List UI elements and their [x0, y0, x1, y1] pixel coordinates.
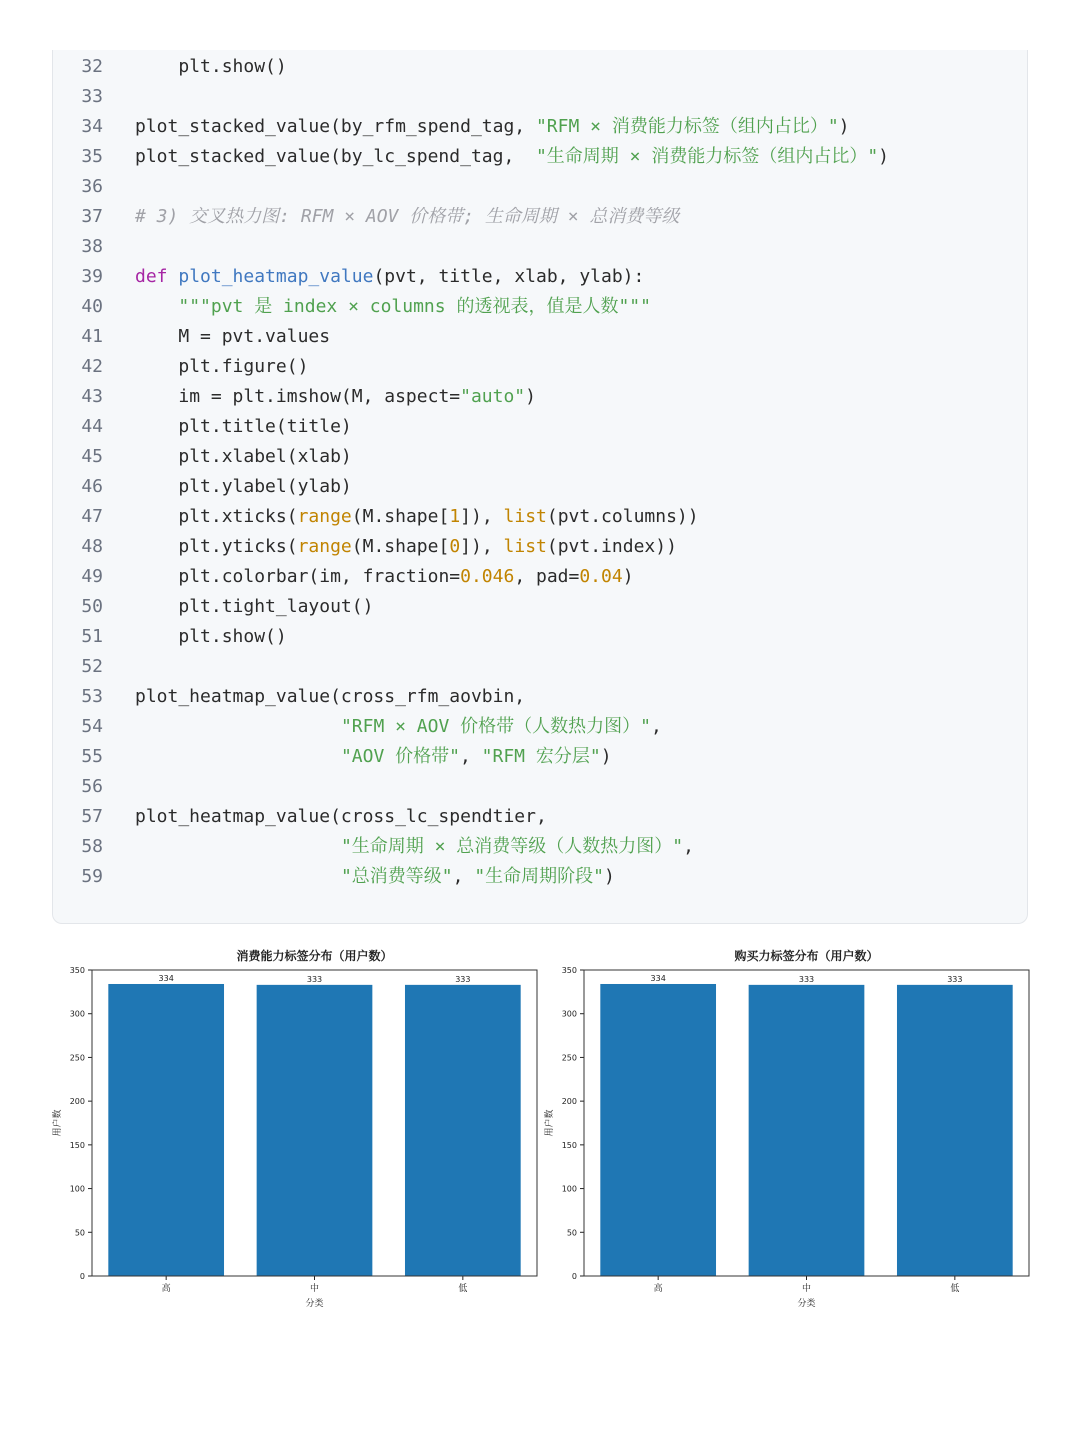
code-token: plt.show(): [178, 56, 287, 77]
code-line: [53, 172, 135, 202]
code-token: # 3) 交叉热力图: RFM × AOV 价格带; 生命周期 × 总消费等级: [135, 206, 680, 227]
code-line: [53, 712, 662, 742]
line-number: 35: [81, 146, 103, 167]
code-line: [53, 82, 135, 112]
code-line: [53, 622, 287, 652]
bar: [108, 984, 224, 1276]
code-token: plt.figure(): [178, 356, 309, 377]
code-line: [53, 472, 352, 502]
code-line: [53, 292, 651, 322]
x-tick-label: 高: [161, 1284, 171, 1294]
code-line: [53, 52, 287, 82]
code-token: "RFM × AOV 价格带（人数热力图）": [340, 716, 651, 737]
code-text: [178, 356, 308, 377]
line-number: 48: [81, 536, 103, 557]
code-text: [341, 746, 612, 767]
chart-title: 购买力标签分布（用户数）: [734, 949, 879, 963]
bar: [600, 984, 716, 1276]
y-tick-label: 300: [561, 1009, 577, 1019]
code-text: [178, 566, 633, 587]
line-number: 52: [81, 656, 103, 677]
code-token: """pvt 是 index × columns 的透视表，值是人数""": [178, 296, 651, 317]
y-axis-label: 用户数: [545, 1109, 555, 1137]
y-tick-label: 150: [561, 1140, 577, 1150]
code-text: [341, 716, 662, 737]
code-token: plt.xlabel(xlab): [178, 446, 352, 467]
x-tick-label: 中: [309, 1284, 320, 1294]
code-line: [53, 232, 135, 262]
code-token: "生命周期 × 消费能力标签（组内占比）": [535, 146, 879, 167]
code-line: [53, 202, 679, 232]
code-token: ,: [683, 836, 694, 857]
code-line: [53, 802, 547, 832]
line-number: 59: [81, 866, 103, 887]
x-tick-label: 低: [950, 1284, 960, 1294]
code-token: plt.colorbar(im, fraction=: [178, 566, 461, 587]
y-axis-label: 用户数: [53, 1109, 63, 1137]
y-tick-label: 250: [69, 1053, 85, 1063]
code-text: [178, 296, 651, 317]
code-text: [178, 56, 286, 77]
code-line: [53, 442, 352, 472]
code-token: im = plt.imshow(M, aspect=: [178, 386, 461, 407]
code-text: [178, 476, 351, 497]
x-tick-label: 高: [653, 1284, 663, 1294]
code-line: [53, 682, 525, 712]
code-text: [178, 536, 677, 557]
code-line: [53, 502, 699, 532]
y-tick-label: 350: [69, 966, 85, 975]
code-token: ): [622, 566, 634, 587]
code-text: [178, 446, 351, 467]
code-token: (pvt.index)): [546, 536, 677, 557]
line-number: 33: [81, 86, 103, 107]
bar: [897, 985, 1013, 1276]
code-line: [53, 262, 644, 292]
y-tick-label: 0: [79, 1272, 85, 1281]
code-token: plt.yticks(: [178, 536, 298, 557]
code-text: [135, 806, 547, 827]
y-tick-label: 250: [561, 1053, 577, 1063]
code-text: [135, 266, 644, 287]
line-number: 45: [81, 446, 103, 467]
code-line: [53, 352, 308, 382]
line-number: 54: [81, 716, 103, 737]
line-number: 46: [81, 476, 103, 497]
code-text: [135, 116, 850, 137]
line-number: 40: [81, 296, 103, 317]
code-token: plt.xticks(: [178, 506, 298, 527]
y-tick-label: 50: [74, 1228, 85, 1238]
code-token: plot_stacked_value(by_rfm_spend_tag,: [135, 116, 536, 137]
code-token: ,: [459, 746, 482, 767]
code-line: [53, 772, 135, 802]
code-token: "生命周期阶段": [474, 866, 605, 887]
bar: [749, 985, 865, 1276]
line-number: 49: [81, 566, 103, 587]
x-axis-label: 分类: [305, 1299, 324, 1309]
code-token: (pvt, title, xlab, ylab):: [373, 266, 645, 287]
x-axis-label: 分类: [797, 1299, 816, 1309]
code-token: (M.shape[: [351, 536, 450, 557]
code-text: [178, 416, 351, 437]
line-number: 47: [81, 506, 103, 527]
bar-chart-spend-capability: [50, 940, 545, 1320]
line-number: 57: [81, 806, 103, 827]
y-tick-label: 100: [561, 1184, 577, 1194]
code-token: , pad=: [514, 566, 580, 587]
code-token: list: [503, 536, 547, 557]
chart-title: 消费能力标签分布（用户数）: [236, 949, 393, 963]
code-token: plt.tight_layout(): [178, 596, 374, 617]
code-text: [178, 386, 536, 407]
data-label: 333: [306, 974, 323, 984]
code-text: [178, 506, 698, 527]
code-token: "生命周期 × 总消费等级（人数热力图）": [340, 836, 684, 857]
code-token: 1: [449, 506, 461, 527]
line-number: 38: [81, 236, 103, 257]
code-line: [53, 322, 330, 352]
y-tick-label: 100: [69, 1184, 85, 1194]
code-line: [53, 652, 135, 682]
line-number: 37: [81, 206, 103, 227]
code-token: plot_stacked_value(by_lc_spend_tag,: [135, 146, 536, 167]
code-token: ): [525, 386, 536, 407]
line-number: 36: [81, 176, 103, 197]
code-token: 0: [449, 536, 461, 557]
code-text: [178, 626, 286, 647]
line-number: 51: [81, 626, 103, 647]
y-tick-label: 0: [571, 1272, 577, 1281]
code-token: M = pvt.values: [178, 326, 331, 347]
code-line: [53, 562, 634, 592]
code-token: "总消费等级": [340, 866, 453, 887]
code-text: [135, 206, 679, 227]
data-label: 334: [158, 973, 174, 983]
line-number: 34: [81, 116, 103, 137]
code-text: [341, 866, 615, 887]
code-text: [178, 326, 330, 347]
data-label: 333: [798, 974, 815, 984]
code-line: [53, 532, 677, 562]
code-token: ]),: [460, 506, 504, 527]
code-line: [53, 382, 536, 412]
y-tick-label: 50: [566, 1228, 577, 1238]
line-number: 50: [81, 596, 103, 617]
code-token: def: [135, 266, 179, 287]
code-token: 0.046: [460, 566, 515, 587]
code-line: [53, 142, 889, 172]
data-label: 333: [947, 974, 963, 984]
x-tick-label: 低: [458, 1284, 468, 1294]
code-token: "RFM × 消费能力标签（组内占比）": [535, 116, 839, 137]
code-text: [135, 686, 525, 707]
x-tick-label: 中: [801, 1284, 812, 1294]
code-line: [53, 862, 615, 892]
code-token: list: [503, 506, 547, 527]
data-label: 333: [455, 974, 471, 984]
code-line: [53, 832, 694, 862]
code-token: range: [297, 536, 352, 557]
code-token: ]),: [460, 536, 504, 557]
code-token: plt.show(): [178, 626, 287, 647]
code-token: "RFM 宏分层": [481, 746, 601, 767]
line-number: 55: [81, 746, 103, 767]
code-line: [53, 592, 373, 622]
y-tick-label: 200: [561, 1097, 577, 1107]
code-text: [178, 596, 373, 617]
y-tick-label: 300: [69, 1009, 85, 1019]
line-number: 32: [81, 56, 103, 77]
line-number: 56: [81, 776, 103, 797]
line-number: 44: [81, 416, 103, 437]
code-block: [52, 50, 1028, 924]
code-token: range: [297, 506, 352, 527]
bar-chart-purchasing-power: [542, 940, 1037, 1320]
code-token: 0.04: [579, 566, 623, 587]
y-tick-label: 200: [69, 1097, 85, 1107]
y-tick-label: 350: [561, 966, 577, 975]
code-token: plot_heatmap_value: [178, 266, 374, 287]
code-token: plot_heatmap_value(cross_lc_spendtier,: [135, 806, 547, 827]
line-number: 43: [81, 386, 103, 407]
code-line: [53, 412, 352, 442]
code-token: plt.ylabel(ylab): [178, 476, 352, 497]
code-line: [53, 742, 612, 772]
code-token: plot_heatmap_value(cross_rfm_aovbin,: [135, 686, 526, 707]
code-token: ): [878, 146, 889, 167]
line-number: 53: [81, 686, 103, 707]
line-number: 41: [81, 326, 103, 347]
line-number: 58: [81, 836, 103, 857]
code-token: (pvt.columns)): [546, 506, 699, 527]
code-text: [341, 836, 694, 857]
code-token: "AOV 价格带": [340, 746, 460, 767]
code-token: ): [600, 746, 612, 767]
code-token: ,: [651, 716, 662, 737]
code-text: [135, 146, 889, 167]
code-token: ): [838, 116, 850, 137]
data-label: 334: [650, 973, 666, 983]
code-token: ,: [452, 866, 475, 887]
y-tick-label: 150: [69, 1140, 85, 1150]
code-token: (M.shape[: [351, 506, 450, 527]
bar: [405, 985, 521, 1276]
bar: [257, 985, 373, 1276]
code-token: plt.title(title): [178, 416, 352, 437]
code-token: ): [604, 866, 615, 887]
code-token: "auto": [460, 386, 526, 407]
line-number: 42: [81, 356, 103, 377]
line-number: 39: [81, 266, 103, 287]
code-line: [53, 112, 850, 142]
